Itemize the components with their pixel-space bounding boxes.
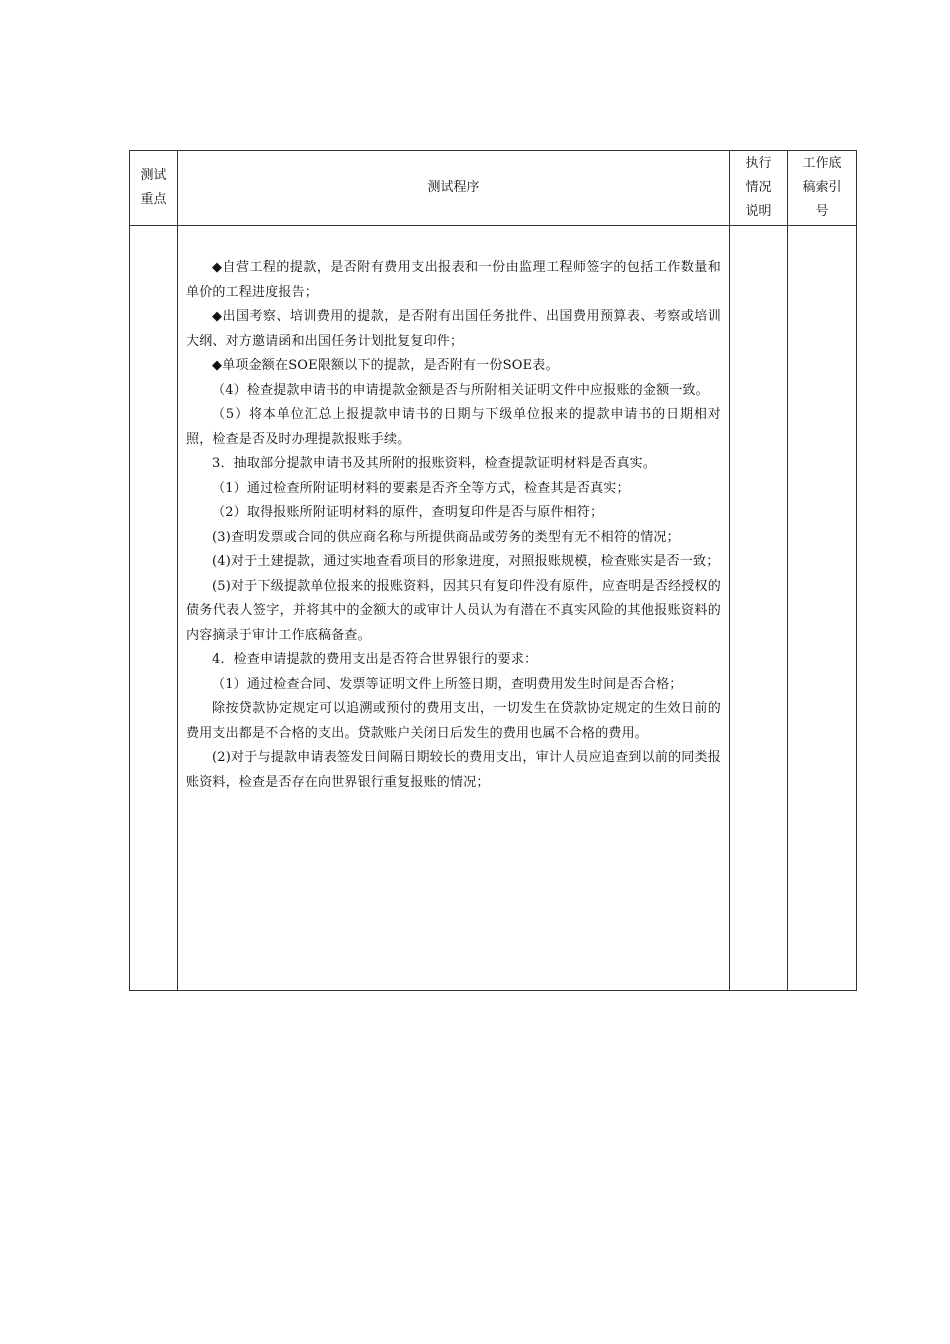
procedure-paragraph: 除按贷款协定规定可以追溯或预付的费用支出，一切发生在贷款协定规定的生效日前的费用支出都是不合格的支出。贷款账户关闭日后发生的费用也属不合格的费用。 [186,701,721,741]
header-reference-line: 稿索引 [802,180,842,195]
header-execution [730,151,788,226]
procedure-paragraph: （4）检查提款申请书的申请提款金额是否与所附相关证明文件中应报账的金额一致。 [212,382,709,398]
execution-cell [730,226,788,991]
header-key-points-line: 测试 [140,168,167,183]
procedure-paragraph: ◆自营工程的提款，是否附有费用支出报表和一份由监理工程师签字的包括工作数量和单价的工程进度报告； [186,260,721,300]
header-key-points [130,151,178,226]
header-execution-line: 情况 [745,180,772,195]
audit-procedure-table [129,150,857,991]
procedure-paragraph: （5）将本单位汇总上报提款申请书的日期与下级单位报来的提款申请书的日期相对照，检查是否及时办理提款报账手续。 [186,407,721,447]
procedure-paragraph: 3．抽取部分提款申请书及其所附的报账资料，检查提款证明材料是否真实。 [212,456,657,471]
procedure-paragraph: 4．检查申请提款的费用支出是否符合世界银行的要求： [212,652,538,667]
header-reference-line: 号 [815,204,829,219]
table-header-row [130,151,857,226]
key-points-cell [130,226,178,991]
procedure-paragraph: (5)对于下级提款单位报来的报账资料，因其只有复印件没有原件，应查明是否经授权的债务代表人签字，并将其中的金额大的或审计人员认为有潜在不真实风险的其他报账资料的内容摘录于审计工作底稿备查。 [186,578,721,643]
procedure-cell [178,226,730,991]
header-key-points-line: 重点 [140,192,167,207]
procedure-paragraph: （2）取得报账所附证明材料的原件，查明复印件是否与原件相符； [212,505,604,520]
procedure-paragraph: ◆出国考察、培训费用的提款，是否附有出国任务批件、出国费用预算表、考察或培训大纲、对方邀请函和出国任务计划批复复印件； [186,309,721,349]
header-reference-line: 工作底 [802,156,842,171]
procedure-paragraph: （1）通过检查合同、发票等证明文件上所签日期，查明费用发生时间是否合格； [212,676,683,692]
header-procedure: 测试程序 [178,151,730,226]
procedure-paragraph: (3)查明发票或合同的供应商名称与所提供商品或劳务的类型有无不相符的情况； [212,529,680,545]
table-body-row [130,226,857,991]
header-execution-line: 说明 [745,204,772,219]
procedure-paragraph: ◆单项金额在SOE限额以下的提款，是否附有一份SOE表。 [212,358,559,373]
header-execution-line: 执行 [745,156,772,171]
procedure-paragraph: （1）通过检查所附证明材料的要素是否齐全等方式，检查其是否真实； [212,480,630,496]
header-reference [788,151,857,226]
reference-cell [788,226,857,991]
procedure-paragraph: (2)对于与提款申请表签发日间隔日期较长的费用支出，审计人员应追查到以前的同类报账资料，检查是否存在向世界银行重复报账的情况； [186,750,721,790]
procedure-paragraph: (4)对于土建提款，通过实地查看项目的形象进度，对照报账规模，检查账实是否一致； [212,554,720,569]
